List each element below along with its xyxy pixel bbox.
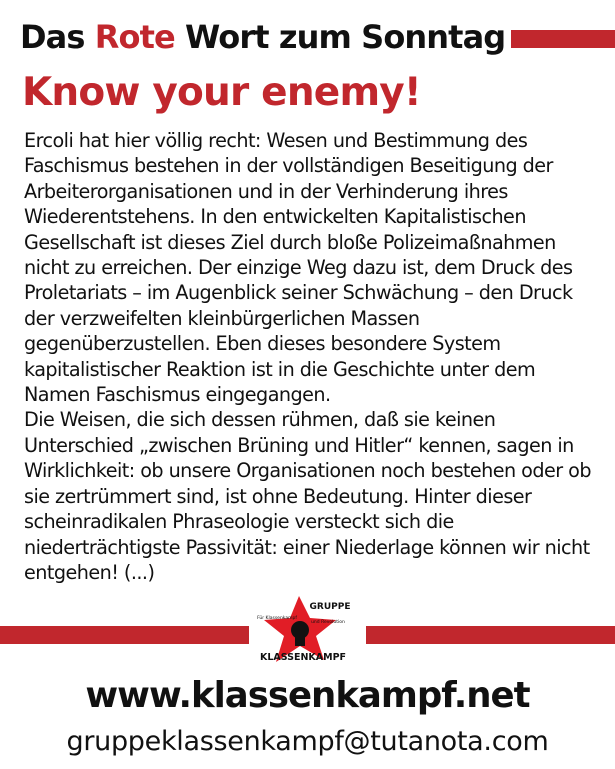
logo-text-small-left: Für Klassenkampf	[257, 616, 297, 621]
header-title-suffix: Wort zum Sonntag	[174, 18, 506, 56]
email-link[interactable]: gruppeklassenkampf@tutanota.com	[66, 726, 549, 757]
header-accent-bar	[511, 30, 615, 48]
logo-text-small-right: und Revolution	[311, 620, 345, 625]
logo-text-top: GRUPPE	[309, 602, 351, 612]
red-star-fist-icon	[252, 596, 364, 668]
quote-text	[24, 128, 592, 585]
headline: Know your enemy!	[22, 70, 421, 115]
website-link[interactable]: www.klassenkampf.net	[85, 675, 530, 716]
page-header	[20, 16, 505, 58]
header-title-accent: Rote	[94, 18, 175, 56]
logo-fist-wrist	[295, 637, 305, 646]
quote-paragraph: Die Weisen, die sich dessen rühmen, daß sie keinen Unterschied „zwischen Brüning und Hitler“ kennen, sagen in Wirklichkeit: ob unsere Organisationen noch bestehen oder ob sie zertrümmert sind, ist ohne Bedeutung. Hinter dieser scheinradikalen Phraseologie versteckt sich die niederträchtigste Passivität: einer Niederlage können wir nicht entgehen! (...)	[24, 408, 591, 584]
quote-paragraph: Ercoli hat hier völlig recht: Wesen und Bestimmung des Faschismus bestehen in der vollständigen Beseitigung der Arbeiterorganisationen und in der Verhinderung ihres Wiederentstehens. In den entwickelten Kapitalistischen Gesellschaft ist dieses Ziel durch bloße Polizeimaßnahmen nicht zu erreichen. Der einzige Weg dazu ist, dem Druck des Proletariats – im Augenblick seiner Schwächung – den Druck der verzweifelten kleinbürgerlichen Massen gegenüberzustellen. Eben dieses besondere System kapitalistischer Reaktion ist in die Geschichte unter dem Namen Faschismus eingegangen.	[24, 129, 573, 407]
divider-bar-right	[366, 626, 615, 644]
logo-text-bottom: KLASSENKAMPF	[259, 652, 347, 663]
logo-fist	[291, 621, 309, 639]
header-title	[20, 18, 505, 56]
divider-bar-left	[0, 626, 249, 644]
group-logo	[252, 596, 364, 668]
header-title-prefix: Das	[20, 18, 95, 56]
